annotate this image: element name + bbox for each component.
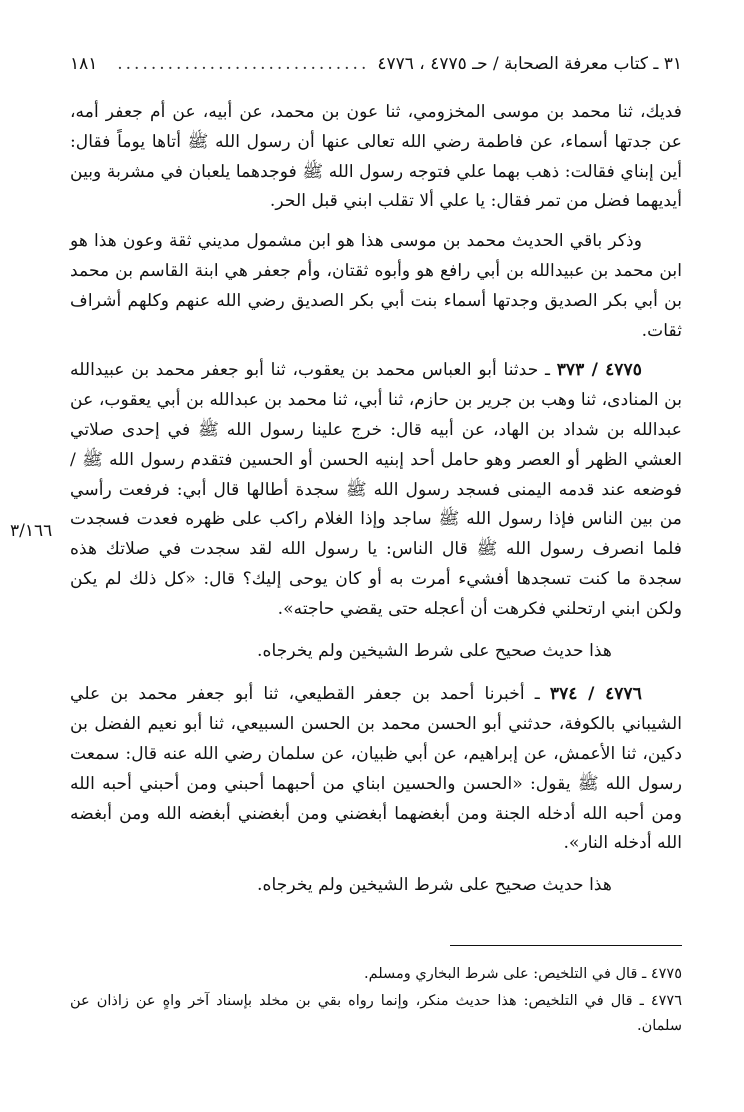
page-number: ١٨١ <box>70 54 98 74</box>
header-dots: .............................. <box>117 54 370 74</box>
verdict-4776: هذا حديث صحيح على شرط الشيخين ولم يخرجاه. <box>257 875 612 896</box>
hadith-text-4776: ـ أخبرنا أحمد بن جعفر القطيعي، ثنا أبو جعفر محمد بن علي الشيباني بالكوفة، حدثني أبو الحسن محمد بن الحسن السبيعي، ثنا أبو نعيم الفضل بن دكين، ثنا الأعمش، عن إبراهيم، عن أبي ظبيان، عن سلمان رضي الله عنه قال: سمعت رسول الله ﷺ يقول: «الحسن والحسين ابناي من أحبهما أحبني ومن أحبني أحبه الله ومن أحبه الله أدخله الجنة ومن أبغضهما أبغضني ومن أبغضني أبغضه الله ومن أبغضه الله أدخله النار». <box>70 684 682 854</box>
footnote-4775: ٤٧٧٥ ـ قال في التلخيص: على شرط البخاري ومسلم. <box>364 966 682 982</box>
hadith-number-4776: ٤٧٧٦ / ٣٧٤ <box>549 684 642 705</box>
footnote-divider <box>450 945 682 946</box>
hadith-number-4775: ٤٧٧٥ / ٣٧٣ <box>556 360 643 381</box>
main-text <box>70 98 682 915</box>
paragraph-1: فديك، ثنا محمد بن موسى المخزومي، ثنا عون بن محمد، عن أبيه، عن أم جعفر أمه، عن جدتها أسماء، عن فاطمة رضي الله تعالى عنها أن رسول الله ﷺ أتاها يوماً فقال: أين إبناي فقالت: ذهب بهما علي فتوجه رسول الله ﷺ فوجدهما يلعبان في مشربة وبين أيديهما فضل من تمر فقال: يا علي ألا تقلب ابني قبل الحر. <box>70 102 682 212</box>
paragraph-2: وذكر باقي الحديث محمد بن موسى هذا هو ابن مشمول مديني ثقة وعون هذا هو ابن محمد بن عبيدالله بن أبي رافع هو وأبوه ثقتان، وأم جعفر هي ابنة القاسم بن محمد بن أبي بكر الصديق وجدتها أسماء بنت أبي بكر الصديق رضي الله عنهم وكلهم أشراف ثقات. <box>70 231 682 341</box>
header-title: ٣١ ـ كتاب معرفة الصحابة / حـ ٤٧٧٥ ، ٤٧٧٦ <box>377 54 682 74</box>
margin-reference: ٣/١٦٦ <box>10 521 53 541</box>
footnotes <box>70 962 682 1041</box>
verdict-4775: هذا حديث صحيح على شرط الشيخين ولم يخرجاه. <box>257 640 612 661</box>
running-header <box>70 54 682 84</box>
hadith-4775 <box>70 356 682 624</box>
hadith-4776 <box>70 680 682 859</box>
footnote-4776: ٤٧٧٦ ـ قال في التلخيص: هذا حديث منكر، وإنما رواه بقي بن مخلد بإسناد آخر واهٍ عن زاذان عن سلمان. <box>70 993 682 1034</box>
hadith-text-4775: ـ حدثنا أبو العباس محمد بن يعقوب، ثنا أبو جعفر محمد بن عبيدالله بن المنادى، ثنا وهب بن جرير بن حازم، ثنا أبي، ثنا محمد بن عبدالله بن أبي يعقوب، عن عبدالله بن شداد بن الهاد، عن أبيه قال: خرج علينا رسول الله ﷺ في إحدى صلاتي العشي الظهر أو العصر وهو حامل أحد إبنيه الحسن أو الحسين فتقدم رسول الله ﷺ / فوضعه عند قدمه اليمنى فسجد رسول الله ﷺ سجدة أطالها قال أبي: فرفعت رأسي من بين الناس فإذا رسول الله ﷺ ساجد وإذا الغلام راكب على ظهره فعدت فسجدت فلما انصرف رسول الله ﷺ قال الناس: يا رسول الله لقد سجدت في صلاتك هذه سجدة ما كنت تسجدها أفشيء أمرت به أو كان يوحى إليك؟ قال: «كل ذلك لم يكن ولكن ابني ارتحلني فكرهت أن أعجله حتى يقضي حاجته». <box>70 360 683 619</box>
